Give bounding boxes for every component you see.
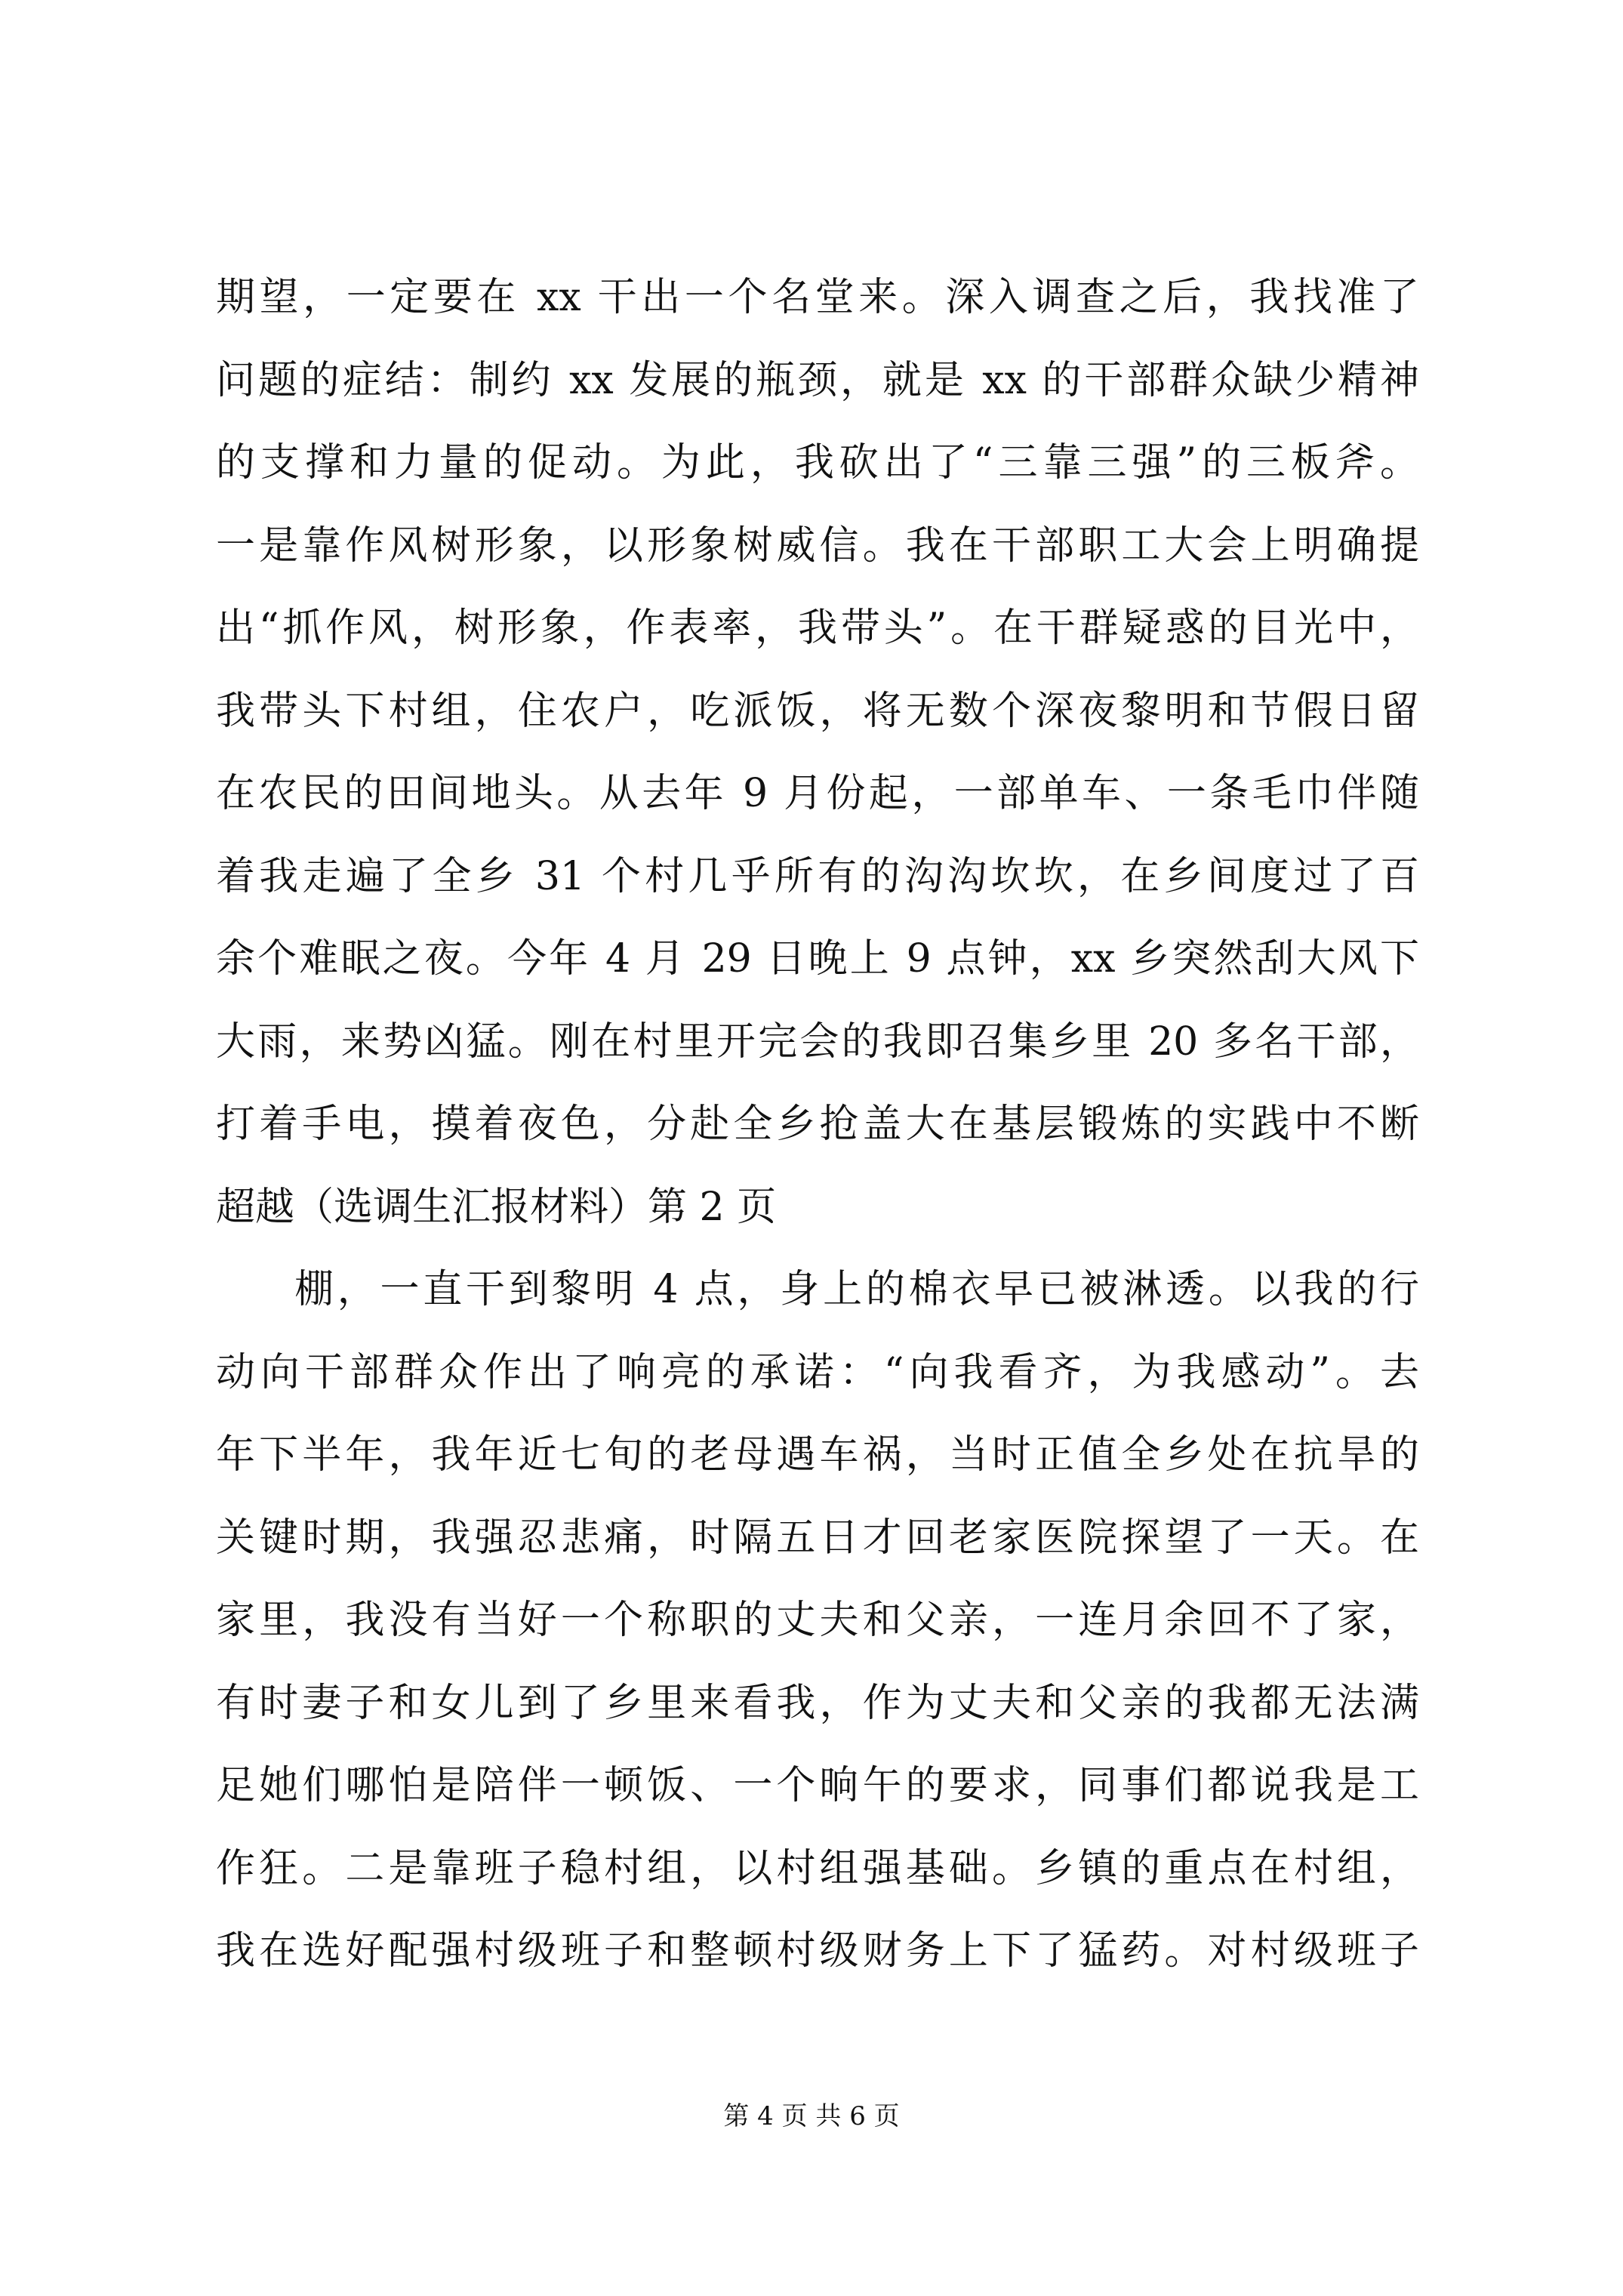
text-line: 足她们哪怕是陪伴一顿饭、一个晌午的要求，同事们都说我是工 [216,1763,1419,1808]
text-line: 在农民的田间地头。从去年 9 月份起，一部单车、一条毛巾伴随 [216,771,1419,816]
text-line: 大雨，来势凶猛。刚在村里开完会的我即召集乡里 20 多名干部， [216,1019,1419,1065]
text-line: 一是靠作风树形象，以形象树威信。我在干部职工大会上明确提 [216,522,1419,569]
text-line: 我在选好配强村级班子和整顿村级财务上下了猛药。对村级班子 [216,1928,1419,1974]
text-line: 打着手电，摸着夜色，分赴全乡抢盖大在基层锻炼的实践中不断 [216,1102,1419,1147]
paragraph-1 [216,257,1419,1249]
paragraph-2 [216,1249,1419,1993]
text-line: 问题的症结：制约 xx 发展的瓶颈，就是 xx 的干部群众缺少精神 [216,357,1419,403]
text-line: 期望，一定要在 xx 干出一个名堂来。深入调查之后，我找准了 [216,275,1419,320]
text-line: 年下半年，我年近七旬的老母遇车祸，当时正值全乡处在抗旱的 [216,1432,1419,1478]
text-line: 家里，我没有当好一个称职的丈夫和父亲，一连月余回不了家， [216,1598,1419,1643]
text-line: 的支撑和力量的促动。为此，我砍出了“三靠三强”的三板斧。 [216,440,1419,485]
text-line: 出“抓作风，树形象，作表率，我带头”。在干群疑惑的目光中， [216,606,1419,651]
text-line: 关键时期，我强忍悲痛，时隔五日才回老家医院探望了一天。在 [216,1515,1419,1561]
text-line: 棚，一直干到黎明 4 点，身上的棉衣早已被淋透。以我的行 [294,1267,1419,1312]
text-line: 作狂。二是靠班子稳村组，以村组强基础。乡镇的重点在村组， [216,1845,1419,1891]
page-number-footer: 第 4 页 共 6 页 [723,2101,900,2131]
text-line: 动向干部群众作出了响亮的承诺：“向我看齐，为我感动”。去 [216,1349,1419,1395]
text-line: 超越（选调生汇报材料）第 2 页 [216,1184,777,1230]
document-body [216,257,1419,1993]
text-line: 有时妻子和女儿到了乡里来看我，作为丈夫和父亲的我都无法满 [216,1680,1419,1726]
text-line: 我带头下村组，住农户，吃派饭，将无数个深夜黎明和节假日留 [216,688,1419,734]
text-line: 余个难眠之夜。今年 4 月 29 日晚上 9 点钟，xx 乡突然刮大风下 [216,936,1419,982]
text-line: 着我走遍了全乡 31 个村几乎所有的沟沟坎坎，在乡间度过了百 [216,853,1419,899]
